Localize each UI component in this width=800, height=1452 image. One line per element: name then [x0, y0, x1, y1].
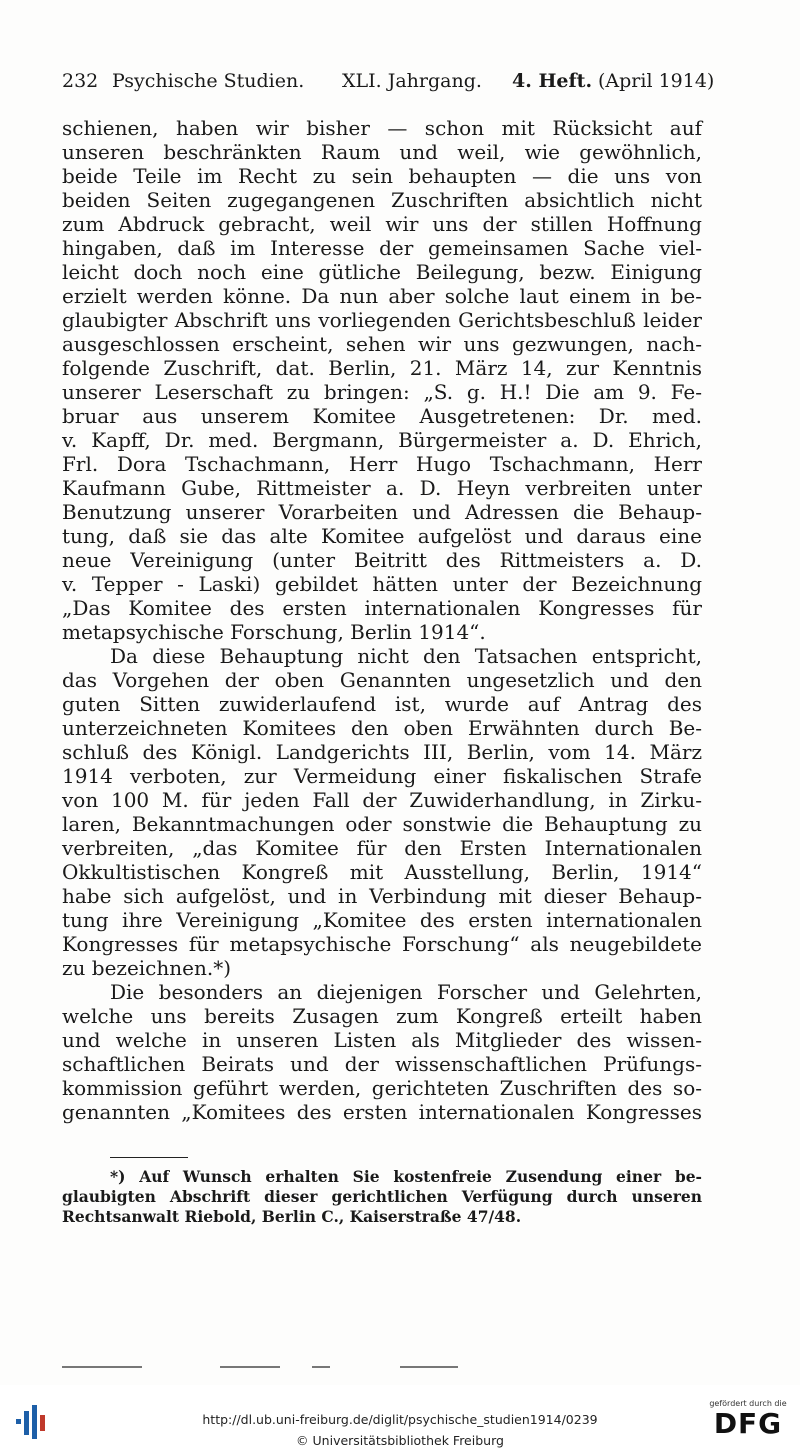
source-url-link[interactable]: http://dl.ub.uni-freiburg.de/diglit/psychische_studien1914/0239	[202, 1412, 598, 1427]
text-line: v. Kapff, Dr. med. Bergmann, Bürgermeister a. D. Ehrich,	[62, 428, 702, 452]
issue-number: 4. Heft.	[512, 70, 593, 92]
dfg-logo[interactable]	[706, 1399, 790, 1447]
text-line: zum Abdruck gebracht, weil wir uns der stillen Hoffnung	[62, 212, 702, 236]
text-line: Kongresses für metapsychische Forschung“ als neugebildete	[62, 932, 702, 956]
text-line: das Vorgehen der oben Genannten ungesetzlich und den	[62, 668, 702, 692]
scan-artifact-mark	[400, 1366, 458, 1368]
text-line: schaftlichen Beirats und der wissenschaftlichen Prüfungs-	[62, 1052, 702, 1076]
text-line: Kaufmann Gube, Rittmeister a. D. Heyn verbreiten unter	[62, 476, 702, 500]
text-line: tung, daß sie das alte Komitee aufgelöst und daraus eine	[62, 524, 702, 548]
scan-artifact-mark	[220, 1366, 280, 1368]
text-line: Die besonders an diejenigen Forscher und Gelehrten,	[110, 980, 702, 1004]
page-number: 232	[62, 70, 99, 92]
text-line: 1914 verboten, zur Vermeidung einer fiskalischen Strafe	[62, 764, 702, 788]
text-line: zu bezeichnen.*)	[62, 956, 232, 980]
viewer-footer	[0, 1385, 800, 1452]
dfg-tagline: gefördert durch die	[709, 1399, 787, 1408]
text-line: leicht doch noch eine gütliche Beilegung, bezw. Einigung	[62, 260, 702, 284]
copyright-text: © Universitätsbibliothek Freiburg	[296, 1433, 504, 1448]
text-line: Okkultistischen Kongreß mit Ausstellung, Berlin, 1914“	[62, 860, 702, 884]
text-line: schluß des Königl. Landgerichts III, Berlin, vom 14. März	[62, 740, 702, 764]
footnote-line: *) Auf Wunsch erhalten Sie kostenfreie Zusendung einer be-	[110, 1167, 702, 1186]
journal-title: Psychische Studien.	[112, 70, 305, 92]
text-line: neue Vereinigung (unter Beitritt des Rittmeisters a. D.	[62, 548, 702, 572]
text-line: metapsychische Forschung, Berlin 1914“.	[62, 620, 486, 644]
text-line: erzielt werden könne. Da nun aber solche laut einem in be-	[62, 284, 702, 308]
scan-artifact-mark	[62, 1366, 142, 1368]
text-line: hingaben, daß im Interesse der gemeinsamen Sache viel-	[62, 236, 702, 260]
text-line: unseren beschränkten Raum und weil, wie gewöhnlich,	[62, 140, 702, 164]
text-line: und welche in unseren Listen als Mitglieder des wissen-	[62, 1028, 702, 1052]
running-header	[62, 70, 715, 92]
text-line: verbreiten, „das Komitee für den Ersten Internationalen	[62, 836, 702, 860]
text-line: tung ihre Vereinigung „Komitee des ersten internationalen	[62, 908, 702, 932]
dfg-logo-text: DFG	[713, 1407, 783, 1440]
text-line: Benutzung unserer Vorarbeiten und Adressen die Behaup-	[62, 500, 702, 524]
text-line: beiden Seiten zugegangenen Zuschriften absichtlich nicht	[62, 188, 702, 212]
text-line: guten Sitten zuwiderlaufend ist, wurde auf Antrag des	[62, 692, 702, 716]
text-line: „Das Komitee des ersten internationalen Kongresses für	[62, 596, 702, 620]
text-line: beide Teile im Recht zu sein behaupten — die uns von	[62, 164, 702, 188]
text-line: unserer Leserschaft zu bringen: „S. g. H.! Die am 9. Fe-	[62, 380, 702, 404]
text-line: kommission geführt werden, gerichteten Zuschriften des so-	[62, 1076, 702, 1100]
text-line: folgende Zuschrift, dat. Berlin, 21. März 14, zur Kenntnis	[62, 356, 702, 380]
footnote-rule	[110, 1157, 188, 1158]
text-line: schienen, haben wir bisher — schon mit Rücksicht auf	[62, 116, 702, 140]
text-line: habe sich aufgelöst, und in Verbindung mit dieser Behaup-	[62, 884, 702, 908]
text-line: glaubigter Abschrift uns vorliegenden Gerichtsbeschluß leider	[62, 308, 702, 332]
text-line: welche uns bereits Zusagen zum Kongreß erteilt haben	[62, 1004, 702, 1028]
text-line: bruar aus unserem Komitee Ausgetretenen: Dr. med.	[62, 404, 702, 428]
scan-artifact-mark	[312, 1366, 330, 1368]
text-line: von 100 M. für jeden Fall der Zuwiderhandlung, in Zirku-	[62, 788, 702, 812]
footnote-line: Rechtsanwalt Riebold, Berlin C., Kaiserstraße 47/48.	[62, 1207, 522, 1226]
text-line: unterzeichneten Komitees den oben Erwähnten durch Be-	[62, 716, 702, 740]
text-line: Da diese Behauptung nicht den Tatsachen entspricht,	[110, 644, 702, 668]
body-text	[62, 116, 702, 1124]
footnote-line: glaubigten Abschrift dieser gerichtlichen Verfügung durch unseren	[62, 1187, 702, 1206]
text-line: genannten „Komitees des ersten internationalen Kongresses	[62, 1100, 702, 1124]
issue-date: (April 1914)	[598, 70, 715, 92]
journal-year: XLI. Jahrgang.	[342, 70, 482, 92]
text-line: v. Tepper - Laski) gebildet hätten unter der Bezeichnung	[62, 572, 702, 596]
text-line: laren, Bekanntmachungen oder sonstwie die Behauptung zu	[62, 812, 702, 836]
text-line: ausgeschlossen erscheint, sehen wir uns gezwungen, nach-	[62, 332, 702, 356]
footnote	[62, 1167, 702, 1227]
text-line: Frl. Dora Tschachmann, Herr Hugo Tschachmann, Herr	[62, 452, 702, 476]
